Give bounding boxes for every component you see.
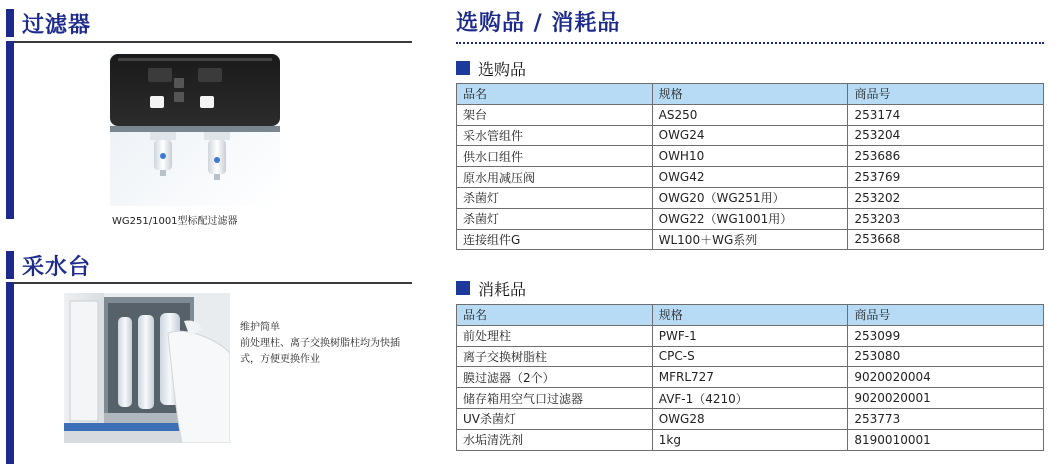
table-row: [457, 187, 1044, 208]
section-accent-bar: [6, 251, 14, 279]
cell-spec: MFRL727: [652, 367, 848, 388]
water-station-image: [64, 293, 230, 443]
square-bullet-icon: [456, 61, 470, 75]
filter-section-title: 过滤器: [22, 12, 92, 38]
section-accent-bar: [6, 9, 14, 37]
cell-spec: CPC-S: [652, 346, 848, 367]
cell-spec: AVF-1（4210）: [652, 388, 848, 409]
column-header: 规格: [652, 84, 848, 105]
filter-section-header: [6, 8, 91, 38]
desc-line: 维护简单: [240, 322, 280, 333]
desc-line: 前处理柱、离子交换树脂柱均为快插: [240, 338, 400, 349]
station-section-title: 采水台: [22, 254, 92, 280]
consumables-table: [456, 304, 1044, 451]
table-row: [457, 208, 1044, 229]
optional-table: [456, 83, 1044, 250]
column-header: 商品号: [848, 305, 1044, 326]
cell-spec: 1kg: [652, 429, 848, 450]
section-divider: [6, 282, 412, 284]
consumables-header: [456, 278, 526, 298]
table-row: [457, 346, 1044, 367]
cell-name: 储存箱用空气口过滤器: [457, 388, 653, 409]
cell-name: 原水用减压阀: [457, 167, 653, 188]
table-header-row: [457, 84, 1044, 105]
cell-code: 253174: [848, 104, 1044, 125]
cell-spec: WL100＋WG系列: [652, 229, 848, 250]
dotted-divider: [456, 42, 1044, 44]
cell-name: 水垢清洗剂: [457, 429, 653, 450]
cell-name: 杀菌灯: [457, 187, 653, 208]
filter-product-image: [110, 54, 280, 206]
table-row: [457, 104, 1044, 125]
cell-code: 253099: [848, 325, 1044, 346]
cell-spec: OWG20（WG251用）: [652, 187, 848, 208]
table-row: [457, 429, 1044, 450]
cell-code: 253686: [848, 146, 1044, 167]
table-row: [457, 146, 1044, 167]
table-row: [457, 367, 1044, 388]
cell-spec: AS250: [652, 104, 848, 125]
optional-title: 选购品: [478, 59, 527, 79]
column-header: 规格: [652, 305, 848, 326]
column-header: 品名: [457, 305, 653, 326]
cell-code: 253668: [848, 229, 1044, 250]
section-side-bar: [6, 282, 14, 464]
cell-name: 前处理柱: [457, 325, 653, 346]
cell-code: 9020020004: [848, 367, 1044, 388]
table-row: [457, 229, 1044, 250]
cell-code: 253202: [848, 187, 1044, 208]
table-row: [457, 167, 1044, 188]
table-row: [457, 408, 1044, 429]
cell-name: 膜过滤器（2个）: [457, 367, 653, 388]
cell-code: 253773: [848, 408, 1044, 429]
desc-line: 式，方便更换作业: [240, 354, 320, 365]
table-header-row: [457, 305, 1044, 326]
table-row: [457, 125, 1044, 146]
cell-name: 供水口组件: [457, 146, 653, 167]
cell-code: 253769: [848, 167, 1044, 188]
cell-spec: OWG42: [652, 167, 848, 188]
cell-name: 采水管组件: [457, 125, 653, 146]
station-section-header: [6, 250, 91, 280]
table-row: [457, 325, 1044, 346]
cell-name: 连接组件G: [457, 229, 653, 250]
cell-name: UV杀菌灯: [457, 408, 653, 429]
cell-spec: OWG28: [652, 408, 848, 429]
optional-header: [456, 58, 526, 78]
cell-code: 9020020001: [848, 388, 1044, 409]
cell-code: 253204: [848, 125, 1044, 146]
section-side-bar: [6, 41, 14, 219]
cell-code: 8190010001: [848, 429, 1044, 450]
square-bullet-icon: [456, 281, 470, 295]
cell-spec: OWG22（WG1001用）: [652, 208, 848, 229]
cell-spec: OWH10: [652, 146, 848, 167]
table-row: [457, 388, 1044, 409]
cell-spec: PWF-1: [652, 325, 848, 346]
section-divider: [6, 41, 412, 43]
cell-name: 离子交换树脂柱: [457, 346, 653, 367]
cell-code: 253080: [848, 346, 1044, 367]
consumables-title: 消耗品: [478, 279, 527, 299]
cell-name: 杀菌灯: [457, 208, 653, 229]
cell-spec: OWG24: [652, 125, 848, 146]
page-title: 选购品 / 消耗品: [456, 11, 621, 36]
station-description: [240, 320, 400, 368]
filter-caption: WG251/1001型标配过滤器: [112, 216, 238, 227]
column-header: 品名: [457, 84, 653, 105]
column-header: 商品号: [848, 84, 1044, 105]
cell-name: 架台: [457, 104, 653, 125]
cell-code: 253203: [848, 208, 1044, 229]
